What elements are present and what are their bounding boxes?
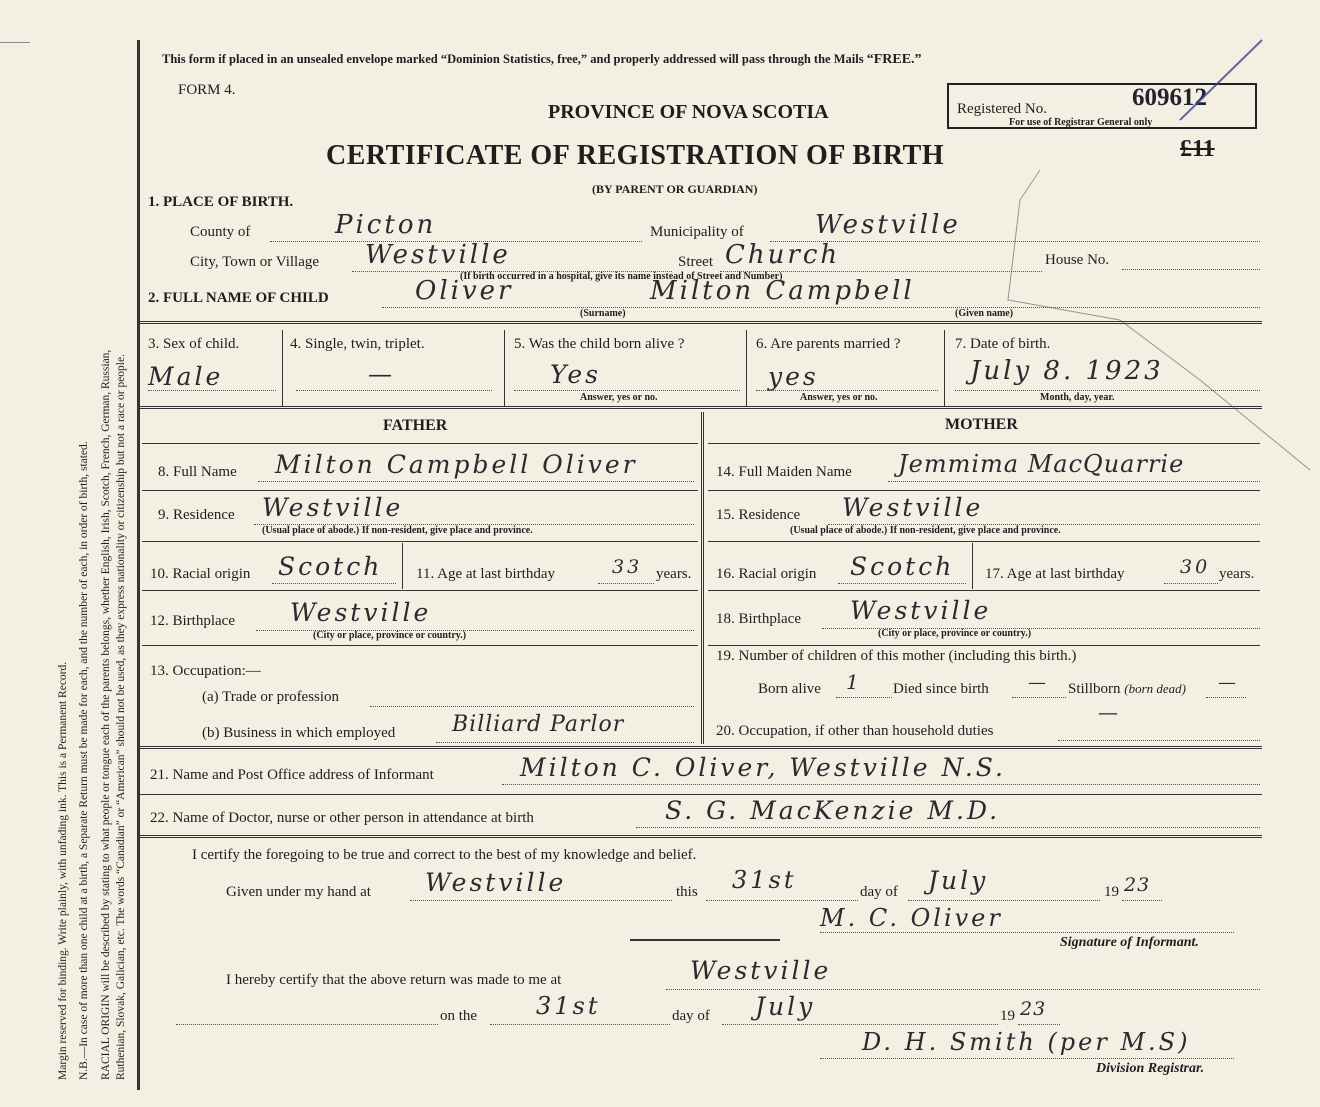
registrar-signature-label: Division Registrar. <box>1096 1061 1205 1076</box>
given-day: 31st <box>732 866 797 894</box>
born-alive-label: Born alive <box>758 681 821 697</box>
county-value: Picton <box>335 210 437 240</box>
on-the-label: on the <box>440 1008 478 1024</box>
municipality-value: Westville <box>815 210 961 240</box>
corner-mark: £11 <box>1180 136 1215 162</box>
registrar-statement: I hereby certify that the above return was made to me at <box>226 972 562 988</box>
house-label: House No. <box>1045 252 1110 268</box>
side-note-3: RACIAL ORIGIN will be described by stating to what people or tongue each of the parents belongs, whether English, Irish, Scotch, French, German, Russian, <box>100 349 112 1080</box>
municipality-label: Municipality of <box>650 224 744 240</box>
alive-answer-note: Answer, yes or no. <box>580 392 658 403</box>
registrar-month: July <box>755 992 816 1021</box>
mother-age-label: 17. Age at last birthday <box>985 566 1125 582</box>
city-label: City, Town or Village <box>190 254 320 270</box>
mother-birthplace-label: 18. Birthplace <box>716 611 801 627</box>
registered-number: 609612 <box>1132 84 1207 111</box>
registrar-signature: D. H. Smith (per M.S) <box>862 1028 1191 1056</box>
father-race: Scotch <box>278 552 383 581</box>
mother-race-label: 16. Racial origin <box>716 566 817 582</box>
mother-occupation-label: 20. Occupation, if other than household duties <box>716 723 994 739</box>
mother-years: years. <box>1219 566 1255 582</box>
married-value: yes <box>768 362 819 391</box>
children-label: 19. Number of children of this mother (including this birth.) <box>716 648 1077 664</box>
born-alive: 1 <box>846 670 862 694</box>
died-value: — <box>1028 672 1049 693</box>
stillborn-text: Stillborn <box>1068 681 1121 697</box>
certificate-subtitle: (BY PARENT OR GUARDIAN) <box>592 182 758 196</box>
father-name: Milton Campbell Oliver <box>275 450 638 479</box>
sex-value: Male <box>148 362 224 391</box>
alive-value: Yes <box>550 360 601 389</box>
city-value: Westville <box>365 240 511 270</box>
mother-residence: Westville <box>842 493 984 522</box>
child-given-name: Milton Campbell <box>650 276 915 306</box>
given-label: Given under my hand at <box>226 884 371 900</box>
street-value: Church <box>725 240 841 270</box>
street-label: Street <box>678 254 713 270</box>
doctor-value: S. G. MacKenzie M.D. <box>665 796 1001 825</box>
registrar-day-of: day of <box>672 1008 710 1024</box>
father-race-label: 10. Racial origin <box>150 566 251 582</box>
given-note: (Given name) <box>955 308 1014 319</box>
father-birthplace: Westville <box>290 598 432 627</box>
married-label: 6. Are parents married ? <box>756 336 901 352</box>
province-title: PROVINCE OF NOVA SCOTIA <box>548 101 829 123</box>
given-month: July <box>928 866 989 895</box>
day-of-label: day of <box>860 884 898 900</box>
informant-value: Milton C. Oliver, Westville N.S. <box>520 753 1006 782</box>
mother-birthplace-note: (City or place, province or country.) <box>878 628 1032 639</box>
certify-statement: I certify the foregoing to be true and correct to the best of my knowledge and belief. <box>192 847 697 863</box>
sex-label: 3. Sex of child. <box>148 336 240 352</box>
died-label: Died since birth <box>893 681 989 697</box>
father-age-label: 11. Age at last birthday <box>416 566 555 582</box>
hospital-note: (If birth occurred in a hospital, give its name instead of Street and Number) <box>460 271 783 282</box>
multiple-label: 4. Single, twin, triplet. <box>290 336 425 352</box>
side-note-1: Margin reserved for binding. Write plainly, with unfading ink. This is a Permanent Record. <box>57 661 69 1080</box>
place-heading: 1. PLACE OF BIRTH. <box>148 194 294 210</box>
mother-name: Jemmima MacQuarrie <box>898 450 1185 478</box>
registrar-year-prefix: 19 <box>1000 1008 1015 1024</box>
given-year: 23 <box>1124 874 1151 896</box>
father-years: years. <box>656 566 692 582</box>
doctor-label: 22. Name of Doctor, nurse or other person in attendance at birth <box>150 810 534 826</box>
occupation-label: 13. Occupation:— <box>150 663 261 679</box>
signature-label: Signature of Informant. <box>1060 935 1199 950</box>
business-label: (b) Business in which employed <box>202 725 396 741</box>
county-label: County of <box>190 224 251 240</box>
given-place: Westville <box>425 868 567 897</box>
father-abode-note: (Usual place of abode.) If non-resident, give place and province. <box>262 525 533 536</box>
father-birthplace-label: 12. Birthplace <box>150 613 235 629</box>
father-birthplace-note: (City or place, province or country.) <box>313 630 467 641</box>
registrar-day: 31st <box>536 992 601 1020</box>
multiple-value: — <box>368 360 395 388</box>
given-year-prefix: 19 <box>1104 884 1119 900</box>
trade-label: (a) Trade or profession <box>202 689 340 705</box>
mother-occupation: — <box>1098 700 1121 724</box>
mother-heading: MOTHER <box>945 416 1018 433</box>
this-label: this <box>676 884 698 900</box>
registrar-year: 23 <box>1020 998 1047 1020</box>
father-business: Billiard Parlor <box>452 712 625 737</box>
father-heading: FATHER <box>383 417 448 434</box>
dob-note: Month, day, year. <box>1040 392 1115 403</box>
surname-note: (Surname) <box>580 308 626 319</box>
informant-signature: M. C. Oliver <box>820 904 1003 932</box>
mother-age: 30 <box>1180 556 1211 578</box>
certificate-title: CERTIFICATE OF REGISTRATION OF BIRTH <box>326 140 945 171</box>
registrar-place: Westville <box>690 956 832 985</box>
child-name-label: 2. FULL NAME OF CHILD <box>148 290 329 306</box>
mail-note-free: “FREE.” <box>866 52 922 67</box>
married-answer-note: Answer, yes or no. <box>800 392 878 403</box>
father-residence-label: 9. Residence <box>158 507 235 523</box>
registered-label: Registered No. <box>957 101 1047 117</box>
stillborn-note: (born dead) <box>1124 681 1187 696</box>
registrar-note: For use of Registrar General only <box>1009 117 1153 128</box>
mother-residence-label: 15. Residence <box>716 507 801 523</box>
mother-name-label: 14. Full Maiden Name <box>716 464 852 480</box>
father-age: 33 <box>612 556 643 578</box>
child-surname: Oliver <box>415 276 514 306</box>
side-note-2: N.B.—In case of more than one child at a birth, a Separate Return must be made for each, and the number of each, in order of birth, stated. <box>78 441 90 1080</box>
mother-race: Scotch <box>850 552 955 581</box>
stillborn-value: — <box>1218 672 1239 693</box>
mail-note-text: This form if placed in an unsealed envelope marked “Dominion Statistics, free,” and properly addressed will pass through the Mails <box>162 52 864 66</box>
father-residence: Westville <box>262 493 404 522</box>
alive-label: 5. Was the child born alive ? <box>514 336 685 352</box>
mother-birthplace: Westville <box>850 596 992 625</box>
father-name-label: 8. Full Name <box>158 464 237 480</box>
informant-label: 21. Name and Post Office address of Informant <box>150 767 434 783</box>
mother-abode-note: (Usual place of abode.) If non-resident, give place and province. <box>790 525 1061 536</box>
dob-value: July 8. 1923 <box>970 356 1164 386</box>
side-note-4: Ruthenian, Slovak, Galician, etc. The words “Canadian” or “American” should not be used, as they express nationality or citizenship but not a race or people. <box>115 354 127 1080</box>
form-number: FORM 4. <box>178 82 236 98</box>
dob-label: 7. Date of birth. <box>955 336 1051 352</box>
